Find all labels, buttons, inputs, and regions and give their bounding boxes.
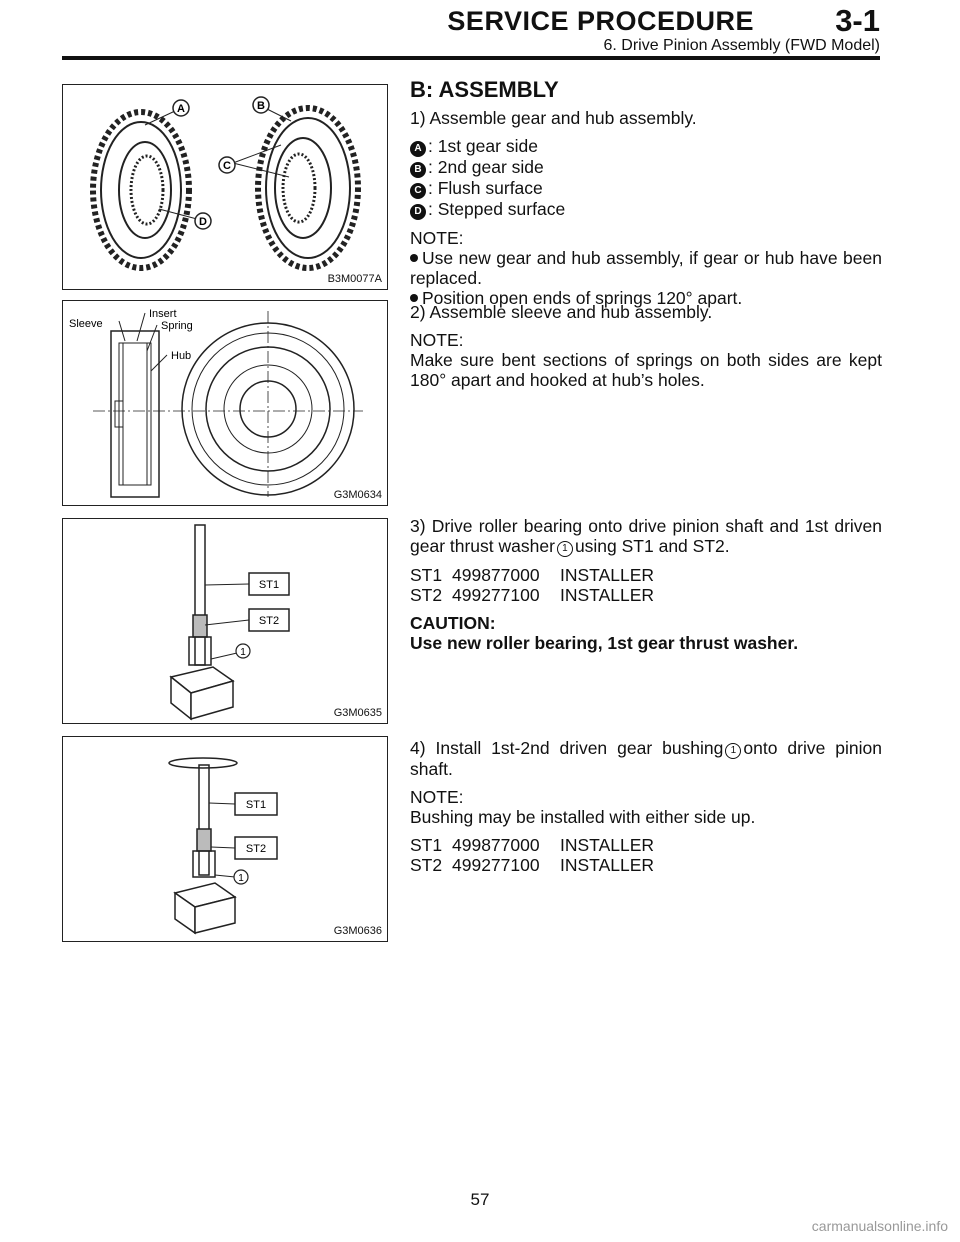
figure-code: B3M0077A (327, 273, 382, 285)
legend-d (410, 199, 882, 220)
section-step-4 (410, 738, 882, 875)
step-4-text-a: 4) Install 1st-2nd driven gear bushing (410, 738, 724, 758)
bullet-text: Position open ends of springs 120° apart. (422, 288, 743, 308)
section-assembly (410, 77, 882, 308)
legend-c (410, 178, 882, 199)
tool-part: 499877000 (452, 835, 540, 855)
note-label: NOTE: (410, 228, 464, 248)
page-number: 57 (470, 1190, 490, 1209)
legend-b-text: : 2nd gear side (428, 157, 544, 177)
key-a-icon: A (410, 141, 426, 157)
note-label: NOTE: (410, 787, 464, 807)
fig2-label-sleeve: Sleeve (69, 318, 103, 330)
sleeve-hub-illustration (63, 301, 388, 506)
step-3-text-a: 3) Drive roller bearing onto drive pinion shaft and 1st driven gear thrust washer (410, 516, 882, 556)
fig1-label-c: C (223, 160, 231, 172)
tool-id: ST1 (410, 565, 443, 585)
page-header (62, 0, 880, 62)
note-bullet (410, 248, 882, 288)
fig1-label-a: A (177, 103, 185, 115)
tool-row (410, 565, 882, 585)
gear-hub-illustration (63, 85, 388, 290)
note-text: Bushing may be installed with either side up. (410, 807, 756, 827)
callout-1-icon: 1 (557, 541, 573, 557)
tool-part: 499277100 (452, 585, 540, 605)
tool-part: 499877000 (452, 565, 540, 585)
step-4 (410, 738, 882, 779)
legend-b (410, 157, 882, 178)
step-2: 2) Assemble sleeve and hub assembly. (410, 302, 713, 322)
note-label: NOTE: (410, 330, 464, 350)
tool-id: ST2 (410, 855, 443, 875)
step-3 (410, 516, 882, 557)
bushing-illustration (63, 737, 388, 942)
step-3-text-b: using ST1 and ST2. (574, 536, 730, 556)
figure-roller-bearing (62, 518, 388, 724)
bullet-icon (410, 294, 418, 302)
header-subtitle: 6. Drive Pinion Assembly (FWD Model) (603, 37, 880, 54)
header-title: SERVICE PROCEDURE (447, 6, 754, 36)
legend-a (410, 136, 882, 157)
tool-id: ST2 (410, 585, 443, 605)
legend-a-text: : 1st gear side (428, 136, 538, 156)
step-1: 1) Assemble gear and hub assembly. (410, 108, 697, 128)
caution-label: CAUTION: (410, 613, 496, 633)
fig1-label-d: D (199, 216, 207, 228)
key-c-icon: C (410, 183, 426, 199)
fig1-label-b: B (257, 100, 265, 112)
fig3-label-st2: ST2 (258, 615, 280, 627)
figure-bushing (62, 736, 388, 942)
figure-code: G3M0635 (333, 707, 382, 719)
section-heading: B: ASSEMBLY (410, 77, 559, 102)
legend-c-text: : Flush surface (428, 178, 543, 198)
fig3-label-1: 1 (240, 647, 246, 658)
bullet-icon (410, 254, 418, 262)
fig3-label-st1: ST1 (258, 579, 280, 591)
tool-row (410, 835, 882, 855)
tool-name: INSTALLER (560, 585, 655, 605)
tool-name: INSTALLER (560, 565, 655, 585)
fig4-label-st1: ST1 (245, 799, 267, 811)
header-section: 3-1 (835, 3, 880, 38)
figure-code: G3M0634 (333, 489, 382, 501)
roller-bearing-illustration (63, 519, 388, 724)
note-text: Make sure bent sections of springs on both sides are kept 180° apart and hooked at hub’s holes. (410, 350, 882, 390)
section-step-2 (410, 302, 882, 390)
legend-d-text: : Stepped surface (428, 199, 566, 219)
figure-sleeve-hub (62, 300, 388, 506)
tool-row (410, 585, 882, 605)
watermark: carmanualsonline.info (811, 1218, 948, 1234)
fig4-label-1: 1 (238, 873, 244, 884)
figure-code: G3M0636 (333, 925, 382, 937)
tool-id: ST1 (410, 835, 443, 855)
bullet-text: Use new gear and hub assembly, if gear or hub have been replaced. (410, 248, 882, 288)
key-b-icon: B (410, 162, 426, 178)
tool-row (410, 855, 882, 875)
header-rule (62, 56, 880, 60)
section-step-3 (410, 516, 882, 653)
caution-text: Use new roller bearing, 1st gear thrust washer. (410, 633, 799, 653)
callout-1-icon: 1 (725, 743, 741, 759)
step-4-text-b: onto drive pinion shaft. (410, 738, 883, 779)
fig2-label-spring: Spring (161, 320, 193, 332)
tool-name: INSTALLER (560, 835, 655, 855)
fig2-label-insert: Insert (149, 308, 177, 320)
figure-gear-hub (62, 84, 388, 290)
fig2-label-hub: Hub (171, 350, 192, 362)
key-d-icon: D (410, 204, 426, 220)
fig4-label-st2: ST2 (245, 843, 267, 855)
tool-name: INSTALLER (560, 855, 655, 875)
tool-part: 499277100 (452, 855, 540, 875)
